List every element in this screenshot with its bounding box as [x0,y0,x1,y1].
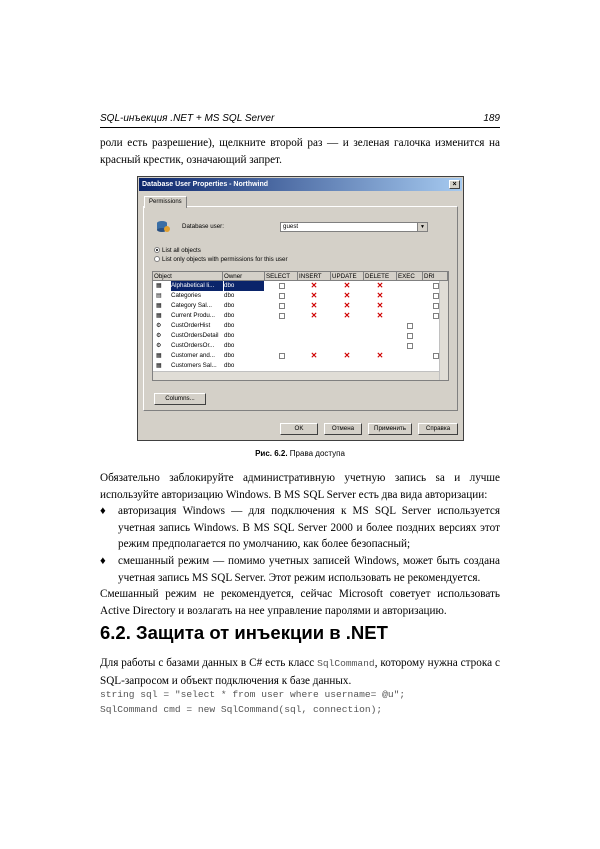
deny-icon[interactable]: ✕ [343,351,351,360]
paragraph-text-after: , которому нужна строка с SQL-запросом и объект подключения к базе данных. [100,657,500,687]
horizontal-scrollbar[interactable] [153,371,440,380]
deny-icon[interactable]: ✕ [343,311,351,320]
database-user-select[interactable] [280,222,428,232]
view-icon: ▦ [156,363,162,369]
owner-name: dbo [224,292,235,299]
section-heading: 6.2. Защита от инъекции в .NET [100,622,388,643]
radio-list-all-label: List all objects [162,247,201,254]
object-name: Customer and... [171,352,216,359]
dialog-window [137,176,464,441]
table-row[interactable] [153,331,448,341]
list-item-text: смешанный режим — помимо учетных записей Windows, может быть создана учетная запись MS SQL Server. Этот режим использовать не рекомендуется. [118,555,500,584]
caption-label: Рис. 6.2. [255,449,288,458]
running-head-title: SQL-инъекция .NET + MS SQL Server [100,113,275,124]
header-rule [100,127,500,128]
column-header-update[interactable]: UPDATE [331,272,364,281]
column-header-select[interactable]: SELECT [265,272,298,281]
owner-name: dbo [224,281,264,291]
list-item [100,503,500,553]
table-row[interactable] [153,291,448,301]
permissions-panel [143,206,458,411]
list-item-text: авторизация Windows — для подключения к MS SQL Server используется учетная запись Windows. В MS SQL Server 2000 и более поздних версиях этот режим предполагается по умолчанию, как более безопасный; [118,505,500,550]
select-checkbox[interactable] [279,283,285,289]
object-name: Current Produ... [171,312,216,319]
apply-button[interactable]: Применить [368,423,412,435]
paragraph-text-before: Для работы с базами данных в C# есть класс [100,657,318,669]
owner-name: dbo [224,322,235,329]
column-header-exec[interactable]: EXEC [397,272,423,281]
owner-name: dbo [224,302,235,309]
table-icon: ▤ [156,293,162,299]
column-header-object[interactable]: Object [153,272,223,281]
vertical-scrollbar[interactable] [439,281,448,381]
deny-icon[interactable]: ✕ [310,311,318,320]
radio-list-some[interactable] [154,256,160,262]
deny-icon[interactable]: ✕ [343,281,351,290]
table-row[interactable] [153,301,448,311]
object-name: CustOrdersDetail [171,332,219,339]
page-number: 189 [483,113,500,124]
owner-name: dbo [224,332,235,339]
columns-button[interactable]: Columns... [154,393,206,405]
radio-list-some-label: List only objects with permissions for this user [162,256,288,263]
table-row[interactable] [153,311,448,321]
bullet-icon: ♦ [100,505,106,517]
deny-icon[interactable]: ✕ [376,311,384,320]
object-name: Alphabetical li... [171,281,223,291]
bullet-icon: ♦ [100,555,106,567]
table-row[interactable] [153,341,448,351]
deny-icon[interactable]: ✕ [376,351,384,360]
deny-icon[interactable]: ✕ [310,301,318,310]
running-head [100,113,500,127]
code-line: SqlCommand cmd = new SqlCommand(sql, connection); [100,704,383,715]
dialog-titlebar [139,178,462,191]
tab-permissions[interactable]: Permissions [144,196,187,208]
view-icon: ▦ [156,353,162,359]
deny-icon[interactable]: ✕ [310,281,318,290]
view-icon: ▦ [156,283,162,289]
ok-button[interactable]: OK [280,423,318,435]
dialog-title: Database User Properties - Northwind [142,181,269,188]
stored-procedure-icon: ⚙ [156,323,162,329]
paragraph-mixed-mode: Смешанный режим не рекомендуется, сейчас Microsoft советует использовать Active Directory и возлагать на нее управление паролями и авторизацию. [100,588,500,617]
inline-code: SqlCommand [317,658,375,669]
view-icon: ▦ [156,313,162,319]
table-row[interactable] [153,351,448,361]
column-header-delete[interactable]: DELETE [364,272,397,281]
table-row[interactable] [153,281,448,291]
owner-name: dbo [224,342,235,349]
deny-icon[interactable]: ✕ [376,281,384,290]
exec-checkbox[interactable] [407,333,413,339]
object-name: CustOrderHist [171,322,211,329]
view-icon: ▦ [156,303,162,309]
exec-checkbox[interactable] [407,343,413,349]
select-checkbox[interactable] [279,353,285,359]
object-name: Categories [171,292,201,299]
figure-caption [100,449,500,458]
object-name: CustOrdersOr... [171,342,215,349]
stored-procedure-icon: ⚙ [156,343,162,349]
deny-icon[interactable]: ✕ [310,351,318,360]
table-row[interactable] [153,361,448,371]
owner-name: dbo [224,312,235,319]
database-user-value: guest [283,223,299,230]
stored-procedure-icon: ⚙ [156,333,162,339]
permissions-table [152,271,449,381]
select-checkbox[interactable] [279,313,285,319]
deny-icon[interactable]: ✕ [376,291,384,300]
select-checkbox[interactable] [279,303,285,309]
column-header-owner[interactable]: Owner [223,272,265,281]
paragraph-sqlcommand [100,655,500,689]
column-header-dri[interactable]: DRI [423,272,448,281]
help-button[interactable]: Справка [418,423,458,435]
deny-icon[interactable]: ✕ [343,291,351,300]
column-header-insert[interactable]: INSERT [298,272,331,281]
database-user-icon [155,219,171,235]
list-item [100,553,500,586]
table-row[interactable] [153,321,448,331]
object-name: Customers Sal... [171,362,217,369]
close-icon[interactable]: × [449,180,460,189]
owner-name: dbo [224,362,235,369]
owner-name: dbo [224,352,235,359]
paragraph-auth-intro: Обязательно заблокируйте административную учетную запись sa и лучше используйте авторизацию Windows. В MS SQL Server есть два вида авторизации: [100,472,500,501]
caption-text: Права доступа [289,449,345,458]
code-line: string sql = "select * from user where username= @u"; [100,689,406,700]
intro-paragraph: роли есть разрешение), щелкните второй раз — и зеленая галочка изменится на красный крестик, означающий запрет. [100,137,500,166]
exec-checkbox[interactable] [407,323,413,329]
database-user-label: Database user: [182,223,224,230]
cancel-button[interactable]: Отмена [324,423,362,435]
radio-list-all[interactable] [154,247,160,253]
deny-icon[interactable]: ✕ [343,301,351,310]
object-name: Category Sal... [171,302,212,309]
select-checkbox[interactable] [279,293,285,299]
chevron-down-icon[interactable]: ▼ [417,223,427,231]
deny-icon[interactable]: ✕ [310,291,318,300]
deny-icon[interactable]: ✕ [376,301,384,310]
